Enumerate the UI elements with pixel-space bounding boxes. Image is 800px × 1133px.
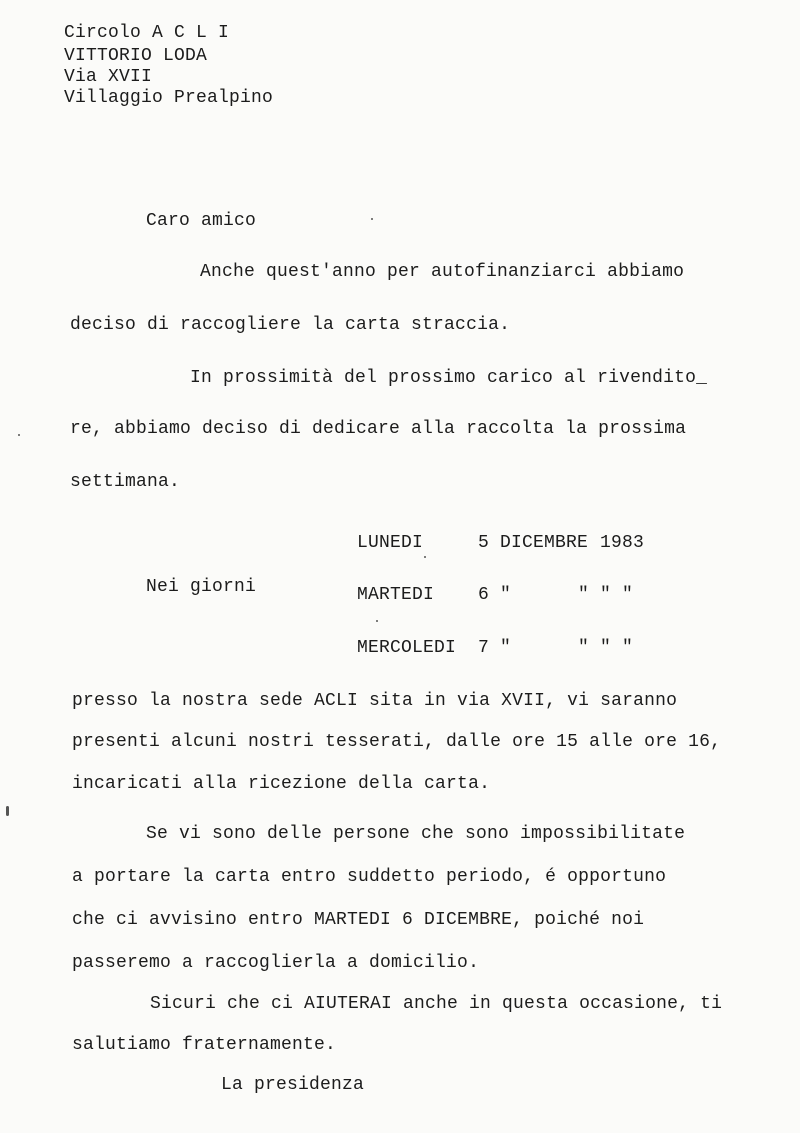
schedule-intro: Nei giorni [146,577,257,597]
scan-speck [376,620,378,622]
closing-line: salutiamo fraternamente. [72,1035,337,1055]
paragraph-line: Se vi sono delle persone che sono impossibilitate [146,824,686,844]
signature: La presidenza [221,1075,365,1095]
paragraph-line: presenti alcuni nostri tesserati, dalle ore 15 alle ore 16, [72,732,722,752]
schedule-day: LUNEDI [357,533,424,553]
schedule-year: 1983 [600,533,645,553]
paragraph-line: settimana. [70,472,181,492]
paragraph-line: che ci avvisino entro MARTEDI 6 DICEMBRE, poiché noi [72,910,645,930]
paragraph-line: presso la nostra sede ACLI sita in via XVII, vi saranno [72,691,678,711]
schedule-ditto: " " " [578,638,634,658]
schedule-day: MERCOLEDI [357,638,457,658]
schedule-num: 5 [478,533,490,553]
scan-speck [371,218,373,220]
paragraph-line: deciso di raccogliere la carta straccia. [70,315,511,335]
scan-speck [18,434,20,436]
header-line-3: Via XVII [64,67,153,87]
closing-line: Sicuri che ci AIUTERAI anche in questa occasione, ti [150,994,723,1014]
paragraph-line: incaricati alla ricezione della carta. [72,774,491,794]
paragraph-line: In prossimità del prossimo carico al rivendito_ [190,368,708,388]
header-line-4: Villaggio Prealpino [64,88,274,108]
scan-speck [424,556,426,558]
schedule-num: 7 " [478,638,512,658]
paragraph-line: Anche quest'anno per autofinanziarci abbiamo [200,262,685,282]
header-line-1: Circolo A C L I [64,23,230,43]
paragraph-line: passeremo a raccoglierla a domicilio. [72,953,480,973]
paragraph-line: a portare la carta entro suddetto periodo, é opportuno [72,867,667,887]
schedule-ditto: " " " [578,585,634,605]
schedule-day: MARTEDI [357,585,435,605]
schedule-month: DICEMBRE [500,533,589,553]
paragraph-line: re, abbiamo deciso di dedicare alla raccolta la prossima [70,419,687,439]
salutation: Caro amico [146,211,257,231]
header-line-2: VITTORIO LODA [64,46,208,66]
scan-speck [6,806,9,816]
schedule-num: 6 " [478,585,512,605]
